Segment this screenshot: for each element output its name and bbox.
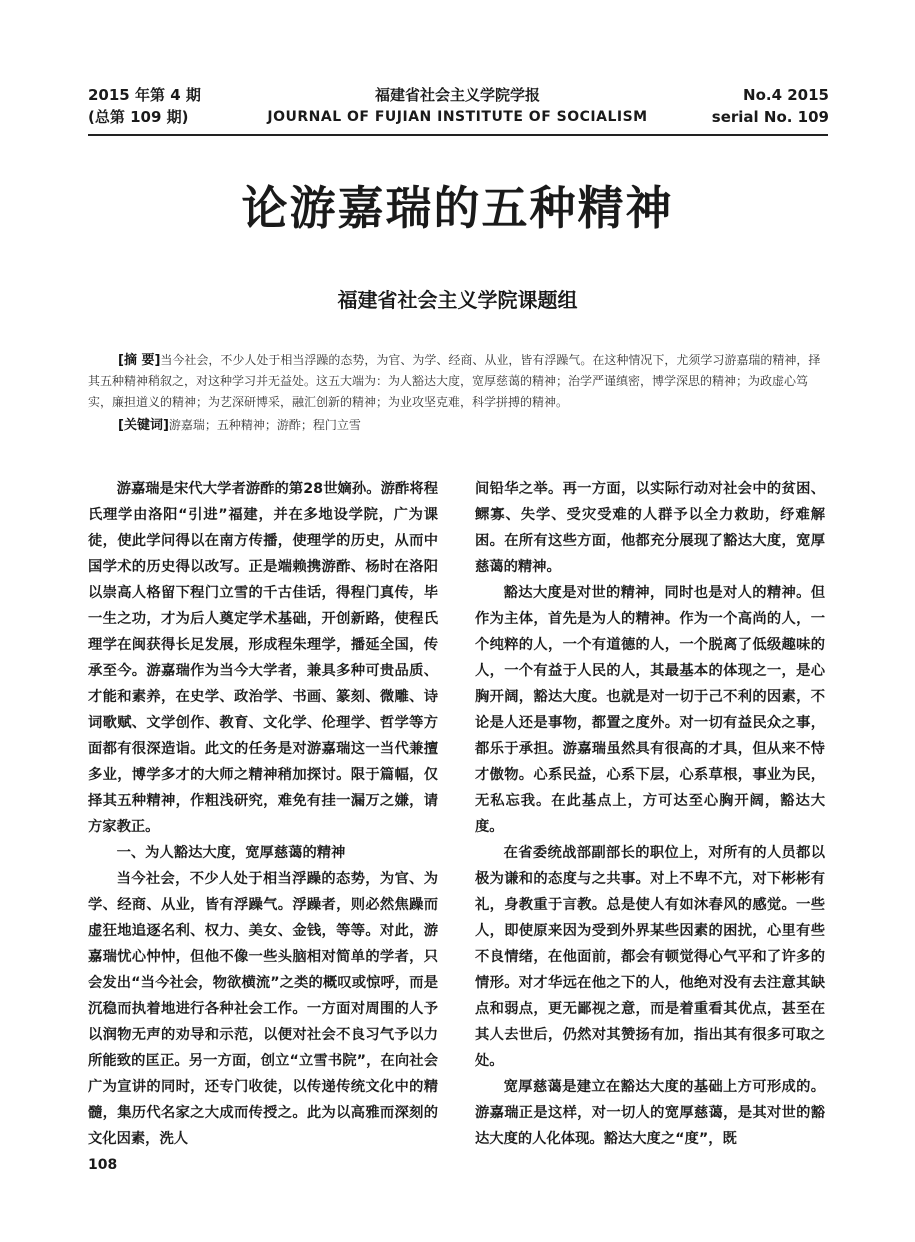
journal-name-cn: 福建省社会主义学院学报 [374, 86, 540, 104]
body-paragraph: 豁达大度是对世的精神，同时也是对人的精神。但作为主体，首先是为人的精神。作为一个高尚的人，一个纯粹的人，一个有道德的人，一个脱离了低级趣味的人，一个有益于人民的人，其最基本的体现之一，是心胸开阔，豁达大度。也就是对一切于己不利的因素，不论是人还是事物，都置之度外。对一切有益民众之事，都乐于承担。游嘉瑞虽然具有很高的才具，但从来不恃才傲物。心系民益，心系下层，心系草根，事业为民，无私忘我。在此基点上，方可达至心胸开阔，豁达大度。 [475, 585, 825, 835]
keywords-paragraph [88, 415, 828, 436]
journal-name-en: JOURNAL OF FUJIAN INSTITUTE OF SOCIALISM [267, 109, 648, 125]
serial-number-en: serial No. 109 [711, 108, 829, 126]
issue-info-en [712, 84, 829, 128]
body-paragraph: 在省委统战部副部长的职位上，对所有的人员都以极为谦和的态度与之共事。对上不卑不亢，对下彬彬有礼，身教重于言教。总是使人有如沐春风的感觉。一些人，即使原来因为受到外界某些因素的困扰，心里有些不良情绪，在他面前，都会有顿觉得心气平和了许多的情形。对才华远在他之下的人，他绝对没有去注意其缺点和弱点，更无鄙视之意，而是着重看其优点，甚至在其人去世后，仍然对其赞扬有加，指出其有很多可取之处。 [475, 845, 825, 1069]
body-column-right [475, 476, 825, 1152]
body-paragraph: 宽厚慈蔼是建立在豁达大度的基础上方可形成的。游嘉瑞正是这样，对一切人的宽厚慈蔼，是其对世的豁达大度的人化体现。豁达大度之“度”，既 [475, 1079, 825, 1147]
issue-number: 2015 年第 4 期 [88, 86, 201, 104]
header-rule [88, 134, 828, 136]
article-title: 论游嘉瑞的五种精神 [241, 181, 674, 235]
abstract-paragraph [88, 350, 828, 413]
abstract-label: [摘 要] [118, 353, 161, 368]
body-column-left [88, 476, 438, 1152]
body-paragraph: 游嘉瑞是宋代大学者游酢的第28世嫡孙。游酢将程氏理学由洛阳“引进”福建，并在多地设学院，广为课徒，使此学问得以在南方传播，使理学的历史，从而中国学术的历史得以改写。正是端赖携游酢、杨时在洛阳以崇高人格留下程门立雪的千古佳话，得程门真传，毕一生之功，才为后人奠定学术基础，开创新路，使程氏理学在闽获得长足发展，形成程朱理学，播延全国，传承至今。游嘉瑞作为当今大学者，兼具多种可贵品质、才能和素养，在史学、政治学、书画、篆刻、微雕、诗词歌赋、文学创作、教育、文化学、伦理学、哲学等方面都有很深造诣。此文的任务是对游嘉瑞这一当代兼擅多业，博学多才的大师之精神稍加探讨。限于篇幅，仅择其五种精神，作粗浅研究，难免有挂一漏万之嫌，请方家教正。 [88, 481, 438, 835]
keywords-text: 游嘉瑞；五种精神；游酢；程门立雪 [168, 418, 361, 432]
page-number: 108 [88, 1157, 118, 1173]
abstract-text: 当今社会，不少人处于相当浮躁的态势，为官、为学、经商、从业，皆有浮躁气。在这种情况下，尤须学习游嘉瑞的精神，择其五种精神稍叙之，对这种学习并无益处。这五大端为：为人豁达大度，宽厚慈蔼的精神；治学严谨缜密，博学深思的精神；为政虚心笃实，廉担道义的精神；为艺深研博采，融汇创新的精神；为业攻坚克难，科学拼搏的精神。 [88, 353, 821, 409]
serial-number: (总第 109 期) [88, 108, 189, 126]
body-paragraph: 当今社会，不少人处于相当浮躁的态势，为官、为学、经商、从业，皆有浮躁气。浮躁者，则必然焦躁而虚狂地追逐名利、权力、美女、金钱，等等。对此，游嘉瑞忧心忡忡，但他不像一些头脑相对简单的学者，只会发出“当今社会，物欲横流”之类的概叹或惊呼，而是沉稳而执着地进行各种社会工作。一方面对周围的人予以润物无声的劝导和示范，以便对社会不良习气予以力所能致的匡正。另一方面，创立“立雪书院”，在向社会广为宣讲的同时，还专门收徒，以传递传统文化中的精髓，集历代名家之大成而传授之。此为以高雅而深刻的文化因素，洗人 [88, 871, 438, 1147]
article-author: 福建省社会主义学院课题组 [337, 288, 578, 312]
keywords-label: [关键词] [118, 418, 169, 433]
section-heading: 一、为人豁达大度，宽厚慈蔼的精神 [116, 845, 346, 861]
body-paragraph-continued: 间铅华之举。再一方面，以实际行动对社会中的贫困、鳏寡、失学、受灾受难的人群予以全力救助，纾难解困。在所有这些方面，他都充分展现了豁达大度，宽厚慈蔼的精神。 [475, 481, 825, 575]
issue-number-en: No.4 2015 [743, 86, 829, 104]
abstract-block [88, 350, 828, 436]
